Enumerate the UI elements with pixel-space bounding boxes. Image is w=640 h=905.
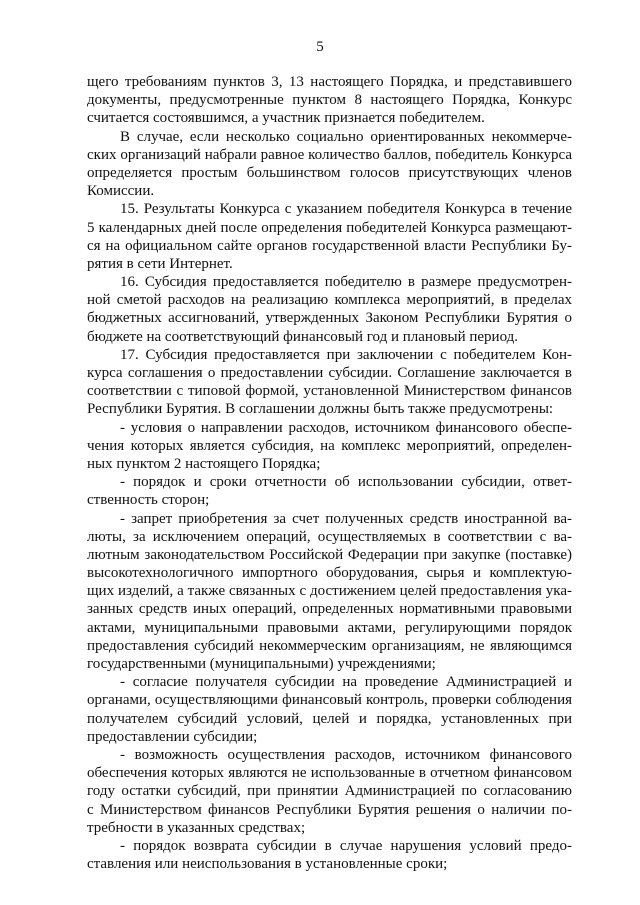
text-line: 17. Субсидия предоставляется при заключении с победителем Кон- (120, 346, 572, 363)
text-line: - порядок возврата субсидии в случае нарушения условий предо- (120, 837, 572, 854)
text-line: органами, осуществляющими финансовый контроль, проверки соблюдения (87, 692, 572, 709)
text-line: требности в указанных средствах; (87, 819, 306, 836)
text-line: 5 календарных дней после определения победителей Конкурса размещают- (87, 219, 572, 236)
text-line: - согласие получателя субсидии на проведение Администрацией и (120, 674, 572, 691)
text-line: с Министерством финансов Республики Бурятия решения о наличии по- (87, 801, 572, 818)
text-line: ских организаций набрали равное количество баллов, победитель Конкурса (87, 146, 572, 163)
text-line: В случае, если несколько социально ориентированных некоммерче- (120, 128, 572, 145)
text-line: курса соглашения о предоставлении субсидии. Соглашение заключается в (87, 365, 572, 381)
text-line: высокотехнологичного импортного оборудования, сырья и комплектую- (87, 565, 572, 582)
page-number: 5 (316, 39, 324, 55)
text-line: предоставлении субсидии; (87, 728, 258, 745)
text-line: определяется простым большинством голосов присутствующих членов (87, 164, 572, 181)
text-line: считается состоявшимся, а участник признается победителем. (87, 110, 485, 127)
text-line: занных средств иных операций, определенных нормативными правовыми (87, 601, 572, 618)
text-line: 16. Субсидия предоставляется победителю в размере предусмотрен- (120, 274, 572, 291)
text-line: - запрет приобретения за счет полученных средств иностранной ва- (120, 510, 572, 527)
text-line: государственными (муниципальными) учреждениями; (87, 656, 436, 672)
text-line: - порядок и сроки отчетности об использовании субсидии, ответ- (120, 474, 572, 491)
text-line: году остатки субсидий, при принятии Администрацией по согласованию (87, 783, 572, 800)
text-line: обеспечения которых являются не использованные в отчетном финансовом (87, 765, 572, 782)
text-line: щих изделий, а также связанных с достижением целей предоставления ука- (87, 583, 572, 600)
text-line: документы, предусмотренные пунктом 8 настоящего Порядка, Конкурс (87, 92, 572, 109)
text-line: бюджете на соответствующий финансовый год и плановый период. (87, 328, 519, 345)
text-line: 15. Результаты Конкурса с указанием победителя Конкурса в течение (120, 201, 572, 218)
text-line: щего требованиям пунктов 3, 13 настоящего Порядка, и представившего (87, 74, 572, 90)
text-line: - условия о направлении расходов, источником финансового обеспе- (120, 419, 572, 436)
text-line: - возможность осуществления расходов, источником финансового (120, 746, 572, 763)
text-line: ных пунктом 2 настоящего Порядка; (87, 455, 321, 472)
document-body (87, 73, 572, 873)
text-line: ставления или неиспользования в установленные сроки; (87, 856, 448, 873)
text-line: лютным законодательством Российской Федерации при закупке (поставке) (87, 546, 572, 563)
text-line: ся на официальном сайте органов государственной власти Республики Бу- (87, 237, 572, 254)
text-line: люты, за исключением операций, осуществляемых в соответствии с ва- (87, 528, 572, 545)
text-line: чения которых является субсидия, на комплекс мероприятий, определен- (87, 437, 572, 454)
text-line: предоставления субсидий некоммерческим организациям, не являющимся (87, 637, 572, 654)
text-line: ственность сторон; (87, 492, 210, 509)
text-line: бюджетных ассигнований, утвержденных Законом Республики Бурятия о (87, 310, 572, 327)
text-line: соответствии с типовой формой, установленной Министерством финансов (87, 383, 572, 400)
text-line: ной сметой расходов на реализацию комплекса мероприятий, в пределах (87, 292, 572, 309)
text-line: актами, муниципальными правовыми актами, регулирующими порядок (87, 619, 572, 636)
text-line: Комиссии. (87, 183, 155, 200)
text-line: рятия в сети Интернет. (87, 255, 233, 272)
text-line: Республики Бурятия. В соглашении должны быть также предусмотрены: (87, 401, 554, 418)
text-line: получателем субсидий условий, целей и порядка, установленных при (87, 710, 572, 727)
